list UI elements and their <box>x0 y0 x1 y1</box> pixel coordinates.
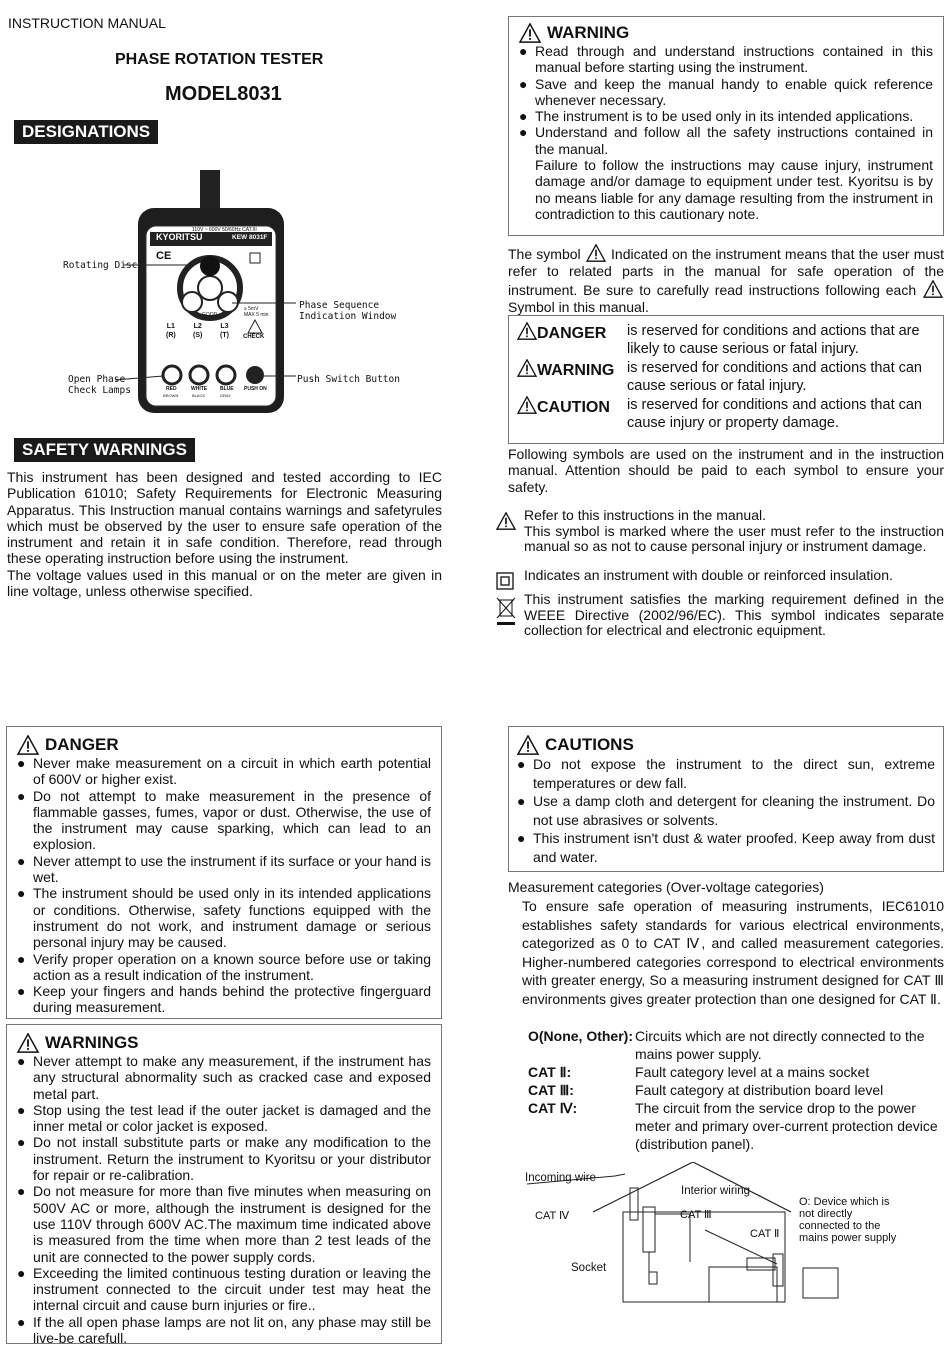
warning-triangle-icon <box>17 1033 39 1053</box>
list-item: ● Do not install substitute parts or make any modification to the instrument. Return the instrument to Kyoritsu or your distributor for repair or re-calibration. <box>17 1134 431 1183</box>
signal-word-desc: is reserved for conditions and actions that can cause serious or fatal injury. <box>627 360 922 394</box>
device-red: RED <box>166 386 177 392</box>
category-row: CAT Ⅲ: Fault category at distribution board level <box>528 1081 944 1099</box>
measurement-heading: Measurement categories (Over-voltage categories) <box>508 879 824 895</box>
category-row: CAT Ⅳ: The circuit from the service drop to the power meter and primary over-current protection device (distribution panel). <box>528 1099 944 1153</box>
list-item: ● Stop using the test lead if the outer jacket is damaged and the inner metal or color jacket is exposed. <box>17 1102 431 1135</box>
weee-bin-icon <box>496 596 516 626</box>
symbols-intro: Following symbols are used on the instrument and in the instruction manual. Attention should be paid to each symbol to ensure your safety. <box>508 446 944 495</box>
device-l2: L2 (S) <box>193 323 203 339</box>
signal-word: WARNING <box>537 362 615 379</box>
warnings-list <box>17 1053 431 1346</box>
diagram-interior-wiring: Interior wiring <box>681 1185 751 1197</box>
list-item: ● Keep your fingers and hands behind the protective fingerguard during measurement. <box>17 983 431 1016</box>
list-item: ● Never attempt to make any measurement, if the instrument has any structural abnormality such as cracked case and exposed metal part. <box>17 1053 431 1102</box>
device-model: KEW 8031F <box>232 234 268 241</box>
category-desc: Circuits which are not directly connected to the mains power supply. <box>635 1028 925 1062</box>
symbol-desc: Indicates an instrument with double or reinforced insulation. <box>524 567 893 583</box>
warning-triangle-icon <box>517 359 537 377</box>
device-check: CHECK <box>243 334 265 340</box>
warning-box-title: WARNING <box>547 23 630 42</box>
device-brown: BROWN <box>163 393 179 398</box>
label-phase-window: Phase Sequence Indication Window <box>299 300 397 322</box>
warnings-box <box>6 1024 442 1347</box>
device-rating: 110V ~ 600V 50/60Hz CAT.III <box>192 227 257 233</box>
symbol-note-end: Symbol in this manual. <box>508 299 649 315</box>
model-title: MODEL8031 <box>165 83 282 105</box>
list-item: ● Save and keep the manual handy to enable quick reference whenever necessary. <box>519 76 933 109</box>
label-push-switch: Push Switch Button <box>297 374 400 385</box>
category-row: O(None, Other): Circuits which are not directly connected to the mains power supply. <box>528 1027 944 1063</box>
symbol-note-pre: The symbol <box>508 246 581 262</box>
diagram-incoming-wire: Incoming wire <box>525 1172 596 1184</box>
symbol-note <box>508 244 944 316</box>
signal-word: DANGER <box>537 325 607 342</box>
signal-word-row <box>517 359 935 396</box>
warning-triangle-icon <box>517 322 537 340</box>
category-row: CAT Ⅱ: Fault category level at a mains socket <box>528 1063 944 1081</box>
cautions-box-title: CAUTIONS <box>545 735 634 754</box>
list-item: ● The instrument should be used only in its intended applications or conditions. Otherwise, safety functions equipped with the instrument do not work, and instrument damage or serious personal injury may be caused. <box>17 885 431 950</box>
cautions-list <box>517 755 935 866</box>
device-brand: KYORITSU <box>156 232 203 242</box>
product-title: PHASE ROTATION TESTER <box>115 51 324 68</box>
warning-triangle-icon <box>517 396 537 414</box>
measurement-body: To ensure safe operation of measuring instruments, IEC61010 establishes safety standards for various electrical environments, categorized as 0 to CAT Ⅳ, and called measurement categories. Higher-numbered categories correspond to electrical environments with greater energy, So a measuring instrument designed for CAT Ⅲ environments gives greater protection than one designed for CAT Ⅱ. <box>522 898 944 1007</box>
diagram-cat4: CAT Ⅳ <box>535 1210 570 1222</box>
device-white: WHITE <box>191 386 208 392</box>
category-name: CAT Ⅲ <box>528 1082 570 1098</box>
diagram-o-note: O: Device which is not directly connected to the mains power supply <box>799 1196 897 1244</box>
warning-list <box>519 43 933 222</box>
warning-triangle-icon <box>585 244 607 262</box>
category-desc: Fault category level at a mains socket <box>635 1064 870 1080</box>
safety-heading: SAFETY WARNINGS <box>14 438 195 462</box>
device-push-on: PUSH ON <box>244 386 267 392</box>
warning-box-title-row <box>519 23 933 43</box>
category-name: CAT Ⅱ <box>528 1064 567 1080</box>
list-item: ● Verify proper operation on a known source before use or taking action as a result indication of the instrument. <box>17 951 431 984</box>
cautions-box-title-row <box>517 735 935 755</box>
list-item: ● Understand and follow all the safety instructions contained in the manual. Failure to follow the instructions may cause injury, instrument damage and/or damage to equipment under test. Kyoritsu is by no means liable for any damage resulting from the instrument in contradiction to this cautionary note. <box>519 124 933 222</box>
danger-box <box>6 726 442 1019</box>
list-item: ● Never attempt to use the instrument if its surface or your hand is wet. <box>17 853 431 886</box>
categories-list <box>528 1027 944 1153</box>
warning-triangle-icon <box>496 512 516 530</box>
list-item: ● Exceeding the limited continuous testing duration or leaving the instrument connected to the circuit under test may heat the internal circuit and cause burn injuries or fire.. <box>17 1265 431 1314</box>
category-desc: Fault category at distribution board level <box>635 1082 884 1098</box>
symbol-row <box>496 592 944 639</box>
label-open-phase: Open Phase Check Lamps <box>68 374 131 396</box>
signal-word-desc: is reserved for conditions and actions that are likely to cause serious or fatal injury. <box>627 323 920 357</box>
device-l3: L3 (T) <box>220 323 229 339</box>
category-name: O(None, Other) <box>528 1028 629 1044</box>
category-desc: The circuit from the service drop to the power meter and primary over-current protection device (distribution panel). <box>635 1100 938 1152</box>
danger-box-title-row <box>17 735 431 755</box>
category-name: CAT Ⅳ <box>528 1100 573 1116</box>
list-item: ● This instrument isn't dust & water proofed. Keep away from dust and water. <box>517 829 935 866</box>
device-blue: BLUE <box>220 386 234 392</box>
label-rotating-disc: Rotating Disc <box>63 260 138 271</box>
device-max: ≥ 5mV MAX 5 min <box>244 306 269 318</box>
ce-mark: CE <box>156 250 172 262</box>
category-diagram <box>515 1162 935 1312</box>
cautions-box <box>508 726 944 872</box>
symbol-row <box>496 568 944 593</box>
device-l1: L1 (R) <box>166 323 176 339</box>
warning-triangle-icon <box>17 735 39 755</box>
list-item: ● If the all open phase lamps are not lit on, any phase may still be live-be carefull. <box>17 1314 431 1347</box>
list-item: ● Never make measurement on a circuit in which earth potential of 600V or higher exist. <box>17 755 431 788</box>
designations-heading: DESIGNATIONS <box>14 120 158 144</box>
list-item: ● Do not attempt to make measurement in the presence of flammable gasses, fumes, vapor or dust. Otherwise, the use of the instrument may cause sparking, which can lead to an explosion. <box>17 788 431 853</box>
symbol-desc: This instrument satisfies the marking requirement defined in the WEEE Directive (2002/96/EC). This symbol indicates separate collection for electrical and electronic equipment. <box>524 591 944 638</box>
device-good: GOOD <box>202 312 218 318</box>
signal-words-box <box>508 315 944 444</box>
signal-word-row <box>517 322 935 359</box>
list-item: ● Read through and understand instructions contained in this manual before starting using the instrument. <box>519 43 933 76</box>
symbol-desc: Refer to this instructions in the manual. This symbol is marked where the user must refer to the instruction manual so as not to cause personal injury or instrument damage. <box>524 507 944 554</box>
signal-word: CAUTION <box>537 399 610 416</box>
device-gray: GRAY <box>220 393 232 398</box>
signal-words-table <box>517 322 935 433</box>
diagram-cat3: CAT Ⅲ <box>680 1209 712 1221</box>
manual-label: INSTRUCTION MANUAL <box>8 15 166 31</box>
warning-triangle-icon <box>922 280 944 298</box>
diagram-cat2: CAT Ⅱ <box>750 1228 780 1240</box>
warning-triangle-icon <box>519 23 541 43</box>
diagram-socket: Socket <box>571 1262 607 1274</box>
warnings-box-title-row <box>17 1033 431 1053</box>
danger-box-title: DANGER <box>45 735 119 754</box>
danger-list <box>17 755 431 1016</box>
safety-body: This instrument has been designed and tested according to IEC Publication 61010; Safety Requirements for Electronic Measuring Apparatus. This Instruction manual contains warnings and safetyrules which must be observed by the user to ensure safe operation of the instrument and retain it in safe condition. Therefore, read through these operating instruction before using the instrument. The voltage values used in this manual or on the meter are given in line voltage, unless otherwise specified. <box>7 469 442 600</box>
signal-word-desc: is reserved for conditions and actions that can cause injury or property damage. <box>627 397 922 431</box>
symbol-row <box>496 508 944 555</box>
double-insulation-icon <box>496 572 514 590</box>
warnings-box-title: WARNINGS <box>45 1033 139 1052</box>
device-black: BLACK <box>192 393 206 398</box>
symbol-note-post: Indicated on the instrument means that the user must refer to related parts in the manual for safe operation of the instrument. Be sure to carefully read instructions following each <box>508 246 945 298</box>
list-item: ● Do not measure for more than five minutes when measuring on 500V AC or more, although the instrument is designed for the use 110V through 600V AC.The maximum time indicated above is measured from the time when more than 2 test leads of the unit are connected to the power supply cords. <box>17 1183 431 1264</box>
signal-word-row <box>517 396 935 433</box>
warning-box <box>508 16 944 236</box>
list-item: ● Do not expose the instrument to the direct sun, extreme temperatures or dew fall. <box>517 755 935 792</box>
list-item: ● Use a damp cloth and detergent for cleaning the instrument. Do not use abrasives or solvents. <box>517 792 935 829</box>
list-item: ● The instrument is to be used only in its intended applications. <box>519 108 933 124</box>
warning-triangle-icon <box>517 735 539 755</box>
